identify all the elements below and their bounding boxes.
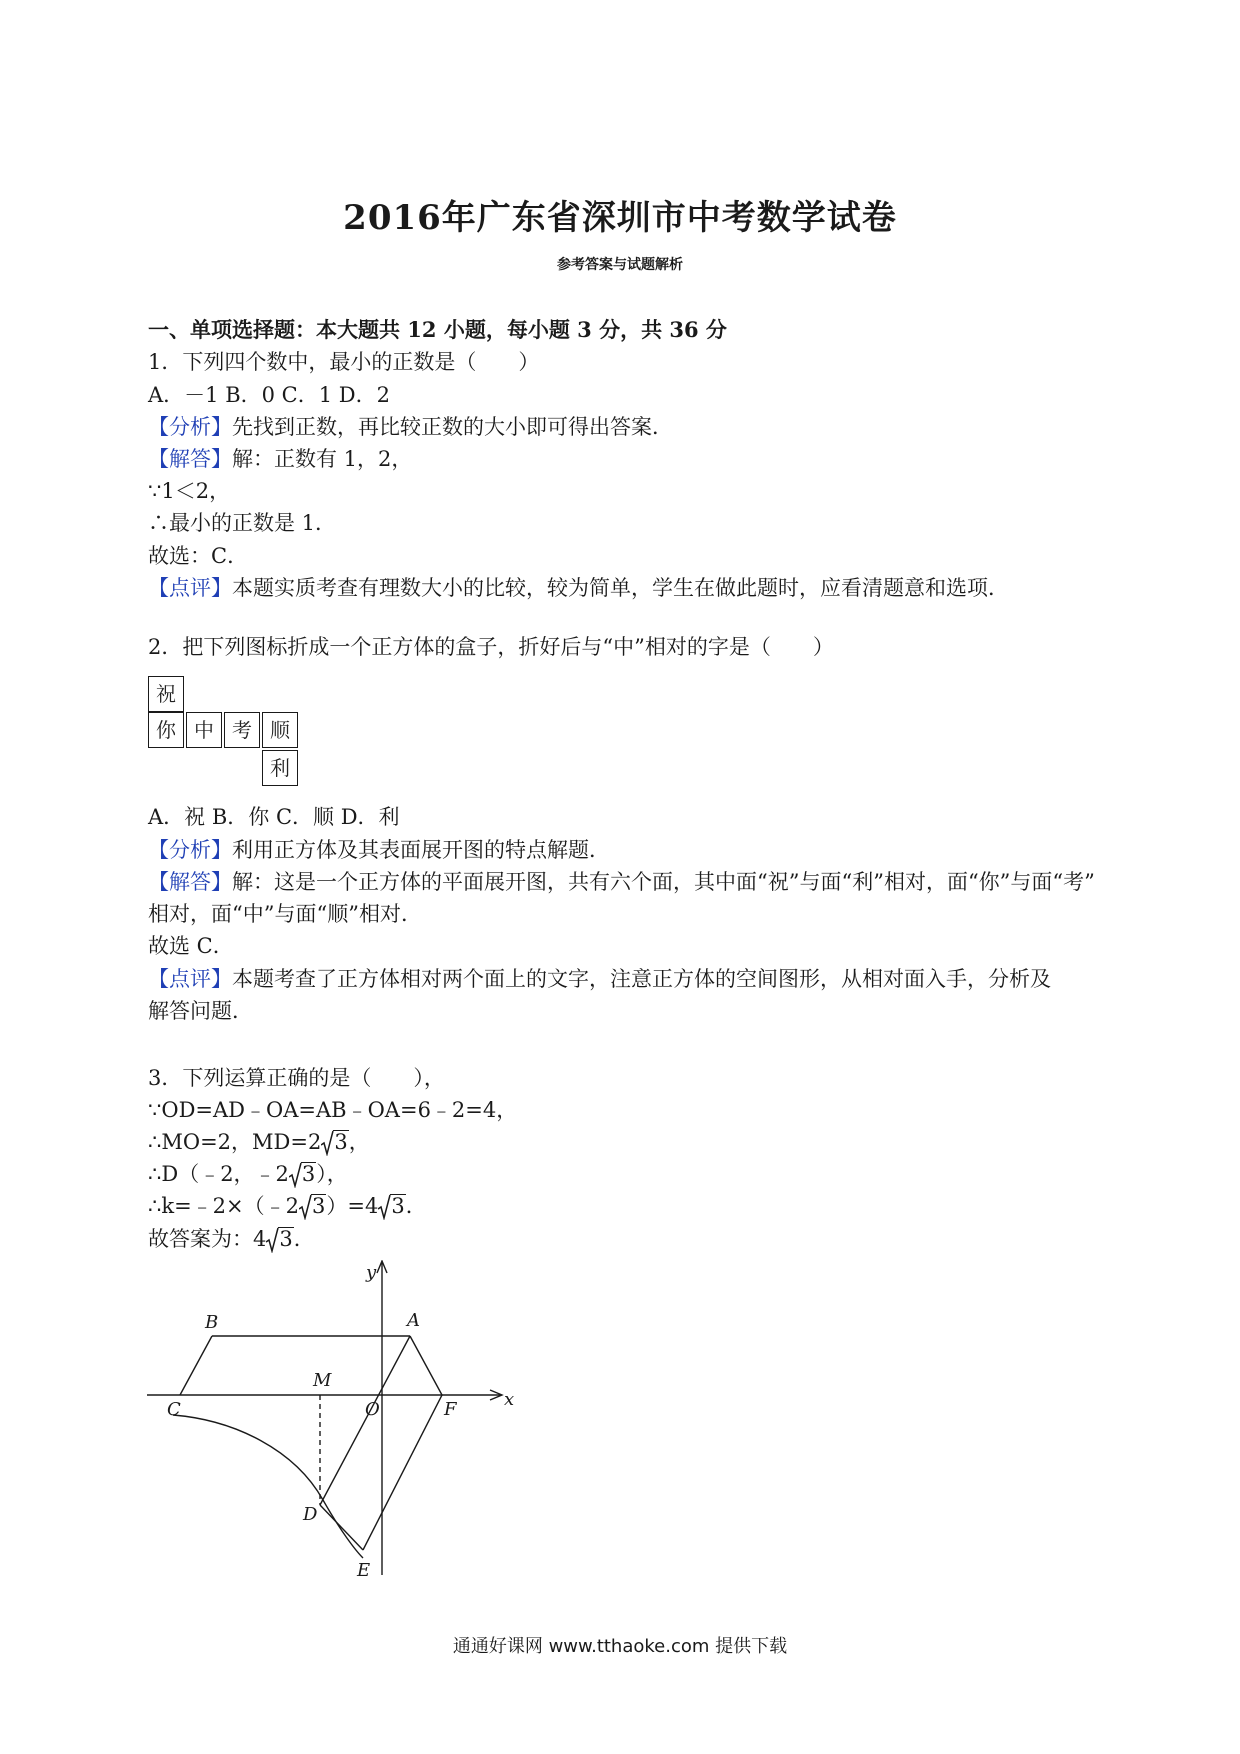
net-cell-zhong: 中	[186, 712, 222, 748]
q3-line3-tail: ），	[316, 1162, 348, 1186]
radicand: 3	[301, 1162, 316, 1186]
label-e: E	[357, 1560, 371, 1580]
answer-tag: 【解答】	[148, 447, 232, 471]
q3-line3	[148, 1162, 348, 1186]
page-subtitle: 参考答案与试题解析	[557, 257, 683, 273]
q3-line3-text: ∴D（﹣2，﹣2	[148, 1162, 289, 1186]
q2-comment	[148, 967, 1051, 991]
q1-step2: ∴最小的正数是 1．	[148, 511, 337, 535]
q3-line2	[148, 1130, 370, 1154]
q3-line5-text: 故答案为：4	[148, 1227, 267, 1251]
answer-text: 解：正数有 1，2，	[232, 447, 413, 471]
analysis-text: 先找到正数，再比较正数的大小即可得出答案．	[232, 415, 673, 439]
q3-line5	[148, 1227, 315, 1251]
net-cell-kao: 考	[224, 712, 260, 748]
segment-af	[410, 1336, 442, 1395]
label-b: B	[205, 1312, 219, 1333]
q2-choice: 故选 C．	[148, 934, 234, 958]
q3-line2-text: ∴MO=2，MD=2	[148, 1130, 322, 1154]
q1-answer	[148, 447, 412, 471]
label-d: D	[303, 1504, 318, 1525]
label-a: A	[407, 1310, 420, 1331]
q1-options: A．－1 B．0 C．1 D．2	[148, 383, 390, 407]
hyperbola-curve	[173, 1415, 363, 1558]
net-cell-shun: 顺	[262, 712, 298, 748]
segment-bc	[180, 1336, 212, 1395]
q1-analysis	[148, 415, 673, 439]
q3-line4-tail: ．	[405, 1194, 427, 1218]
analysis-tag: 【分析】	[148, 415, 232, 439]
q3-line2-tail: ，	[348, 1130, 370, 1154]
sqrt-3	[378, 1194, 405, 1218]
label-x: x	[504, 1389, 515, 1410]
net-cell-li: 利	[262, 750, 298, 786]
radicand: 3	[312, 1194, 326, 1218]
radicand: 3	[391, 1194, 405, 1218]
q3-line1: ∵OD=AD﹣OA=AB﹣OA=6﹣2=4，	[148, 1098, 518, 1122]
sqrt-3	[289, 1162, 316, 1186]
label-c: C	[167, 1399, 181, 1420]
sqrt-3	[266, 1227, 293, 1251]
q2-answer	[148, 870, 1095, 894]
q3-line4	[148, 1194, 427, 1218]
radicand: 3	[279, 1227, 293, 1251]
section-heading: 一、单项选择题：本大题共 12 小题，每小题 3 分，共 36 分	[148, 317, 727, 342]
radicand: 3	[334, 1130, 348, 1154]
q2-stem: 2．把下列图标折成一个正方体的盒子，折好后与“中”相对的字是（ ）	[148, 635, 834, 659]
q3-stem: 3．下列运算正确的是（ ），	[148, 1066, 445, 1090]
analysis-text: 利用正方体及其表面展开图的特点解题．	[232, 838, 610, 862]
q1-choice: 故选：C．	[148, 544, 249, 568]
geometry-figure	[145, 1260, 525, 1580]
page-title: 2016年广东省深圳市中考数学试卷	[343, 198, 897, 238]
label-y: y	[366, 1262, 377, 1283]
q1-step1: ∵1＜2，	[148, 479, 231, 503]
footer-source: 通通好课网 www.tthaoke.com 提供下载	[452, 1636, 788, 1657]
q3-line4-mid: ）=4	[326, 1194, 379, 1218]
answer-tag: 【解答】	[148, 870, 232, 894]
label-f: F	[444, 1399, 457, 1420]
q2-comment-cont: 解答问题．	[148, 999, 253, 1023]
q2-answer-cont: 相对，面“中”与面“顺”相对．	[148, 902, 422, 926]
segment-ad	[320, 1336, 410, 1505]
q2-analysis	[148, 838, 610, 862]
comment-text: 本题实质考查有理数大小的比较，较为简单，学生在做此题时，应看清题意和选项．	[232, 576, 1009, 600]
label-m: M	[313, 1370, 332, 1391]
q3-line5-tail: ．	[293, 1227, 315, 1251]
q1-stem: 1．下列四个数中，最小的正数是（ ）	[148, 350, 540, 374]
sqrt-3	[321, 1130, 348, 1154]
net-cell-ni: 你	[148, 712, 184, 748]
answer-text: 解：这是一个正方体的平面展开图，共有六个面，其中面“祝”与面“利”相对，面“你”与面“考”	[232, 870, 1095, 894]
sqrt-3	[299, 1194, 326, 1218]
q3-line4-text: ∴k=﹣2×（﹣2	[148, 1194, 299, 1218]
label-o: O	[365, 1399, 380, 1420]
q1-comment	[148, 576, 1009, 600]
comment-tag: 【点评】	[148, 576, 232, 600]
comment-tag: 【点评】	[148, 967, 232, 991]
comment-text: 本题考查了正方体相对两个面上的文字，注意正方体的空间图形，从相对面入手，分析及	[232, 967, 1051, 991]
segment-de	[320, 1505, 363, 1550]
net-cell-zhu: 祝	[148, 676, 184, 712]
q2-options: A．祝 B．你 C．顺 D．利	[148, 805, 400, 829]
analysis-tag: 【分析】	[148, 838, 232, 862]
cube-net	[148, 676, 308, 796]
